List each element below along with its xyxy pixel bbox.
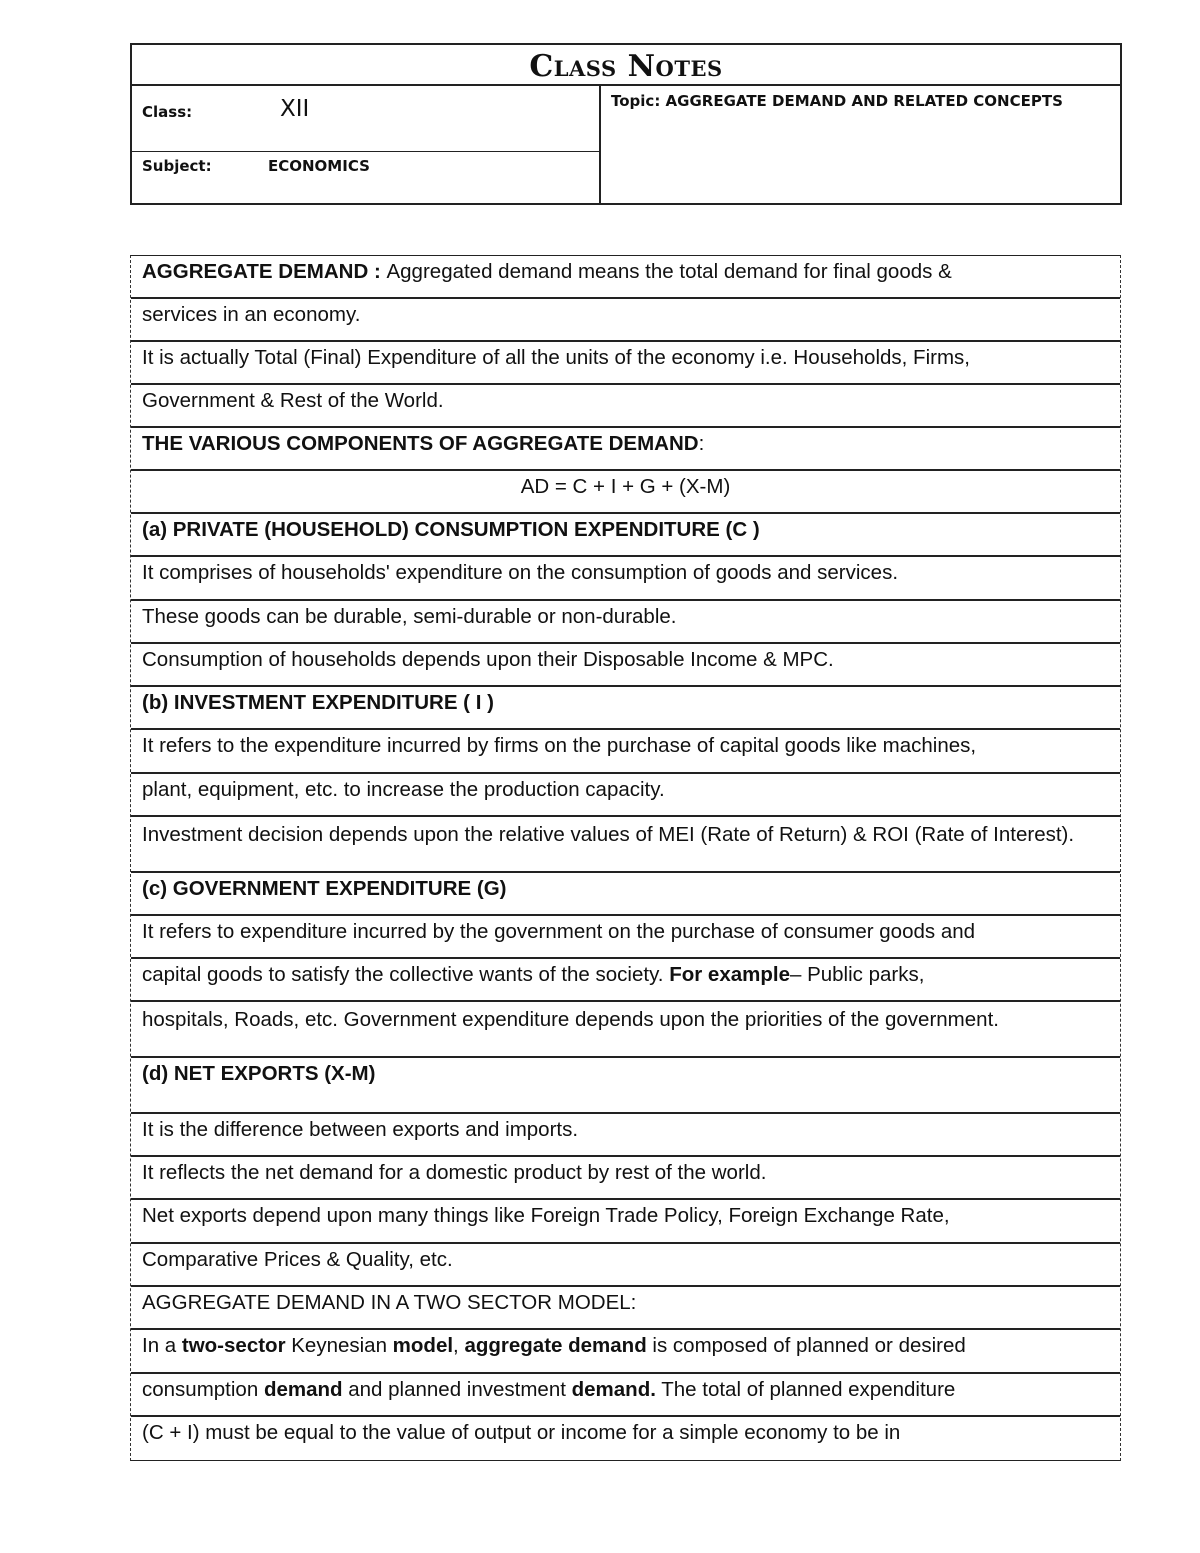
table-row: consumption demand and planned investment demand. The total of planned expenditure [131, 1374, 1120, 1417]
topic-text: Topic: AGGREGATE DEMAND AND RELATED CONCEPTS [611, 92, 1063, 110]
table-row [131, 471, 1120, 514]
class-row [132, 86, 599, 152]
class-value: XII [280, 96, 310, 122]
table-row: It refers to the expenditure incurred by firms on the purchase of capital goods like machines, [131, 730, 1120, 774]
table-row: services in an economy. [131, 299, 1120, 342]
table-row: Consumption of households depends upon their Disposable Income & MPC. [131, 644, 1120, 687]
table-row: THE VARIOUS COMPONENTS OF AGGREGATE DEMAND: [131, 428, 1120, 471]
table-row: (b) INVESTMENT EXPENDITURE ( I ) [131, 687, 1120, 730]
topic-block [601, 86, 1120, 203]
table-row [131, 873, 1120, 916]
table-row: (C + I) must be equal to the value of output or income for a simple economy to be in [142, 1421, 901, 1444]
formula: AD = C + I + G + (X-M) [520, 475, 731, 498]
class-subject-block [132, 86, 601, 203]
table-row: These goods can be durable, semi-durable or non-durable. [131, 601, 1120, 644]
table-row: Comparative Prices & Quality, etc. [131, 1244, 1120, 1287]
table-row: It reflects the net demand for a domestic product by rest of the world. [131, 1157, 1120, 1200]
table-row: hospitals, Roads, etc. Government expenditure depends upon the priorities of the government. [131, 1002, 1120, 1058]
table-row: (a) PRIVATE (HOUSEHOLD) CONSUMPTION EXPENDITURE (C ) [131, 514, 1120, 557]
table-row: capital goods to satisfy the collective wants of the society. For example– Public parks, [131, 959, 1120, 1002]
table-row: It is actually Total (Final) Expenditure of all the units of the economy i.e. Households, Firms, [131, 342, 1120, 385]
page-title: Class Notes [132, 45, 1120, 86]
table-row [131, 1058, 1120, 1114]
table-row: Government & Rest of the World. [131, 385, 1120, 428]
table-row [131, 1287, 1120, 1330]
table-row: In a two-sector Keynesian model, aggregate demand is composed of planned or desired [131, 1330, 1120, 1374]
section-heading: THE VARIOUS COMPONENTS OF AGGREGATE DEMAND [142, 432, 699, 455]
table-row: It is the difference between exports and imports. [131, 1114, 1120, 1157]
section-heading: PRIVATE (HOUSEHOLD) CONSUMPTION EXPENDITURE (C ) [172, 518, 760, 541]
subject-label: Subject: [142, 157, 212, 175]
table-row: It comprises of households' expenditure on the consumption of goods and services. [131, 557, 1120, 601]
section-heading: INVESTMENT EXPENDITURE ( I ) [173, 691, 494, 714]
header-box [130, 43, 1122, 205]
notes-table [130, 255, 1121, 1461]
term-heading: AGGREGATE DEMAND : [142, 260, 387, 283]
subject-value: ECONOMICS [268, 157, 370, 175]
section-heading: (d) NET EXPORTS (X-M) [142, 1062, 376, 1085]
section-heading: (c) GOVERNMENT EXPENDITURE (G) [142, 877, 507, 900]
table-row: It refers to expenditure incurred by the government on the purchase of consumer goods and [131, 916, 1120, 959]
class-label: Class: [142, 103, 193, 121]
section-heading: AGGREGATE DEMAND IN A TWO SECTOR MODEL: [142, 1291, 637, 1314]
table-row: Net exports depend upon many things like Foreign Trade Policy, Foreign Exchange Rate, [131, 1200, 1120, 1244]
table-row: Investment decision depends upon the relative values of MEI (Rate of Return) & ROI (Rate of Interest). [131, 817, 1120, 873]
table-row: plant, equipment, etc. to increase the production capacity. [131, 774, 1120, 817]
table-row: AGGREGATE DEMAND : Aggregated demand means the total demand for final goods & [131, 256, 1120, 299]
